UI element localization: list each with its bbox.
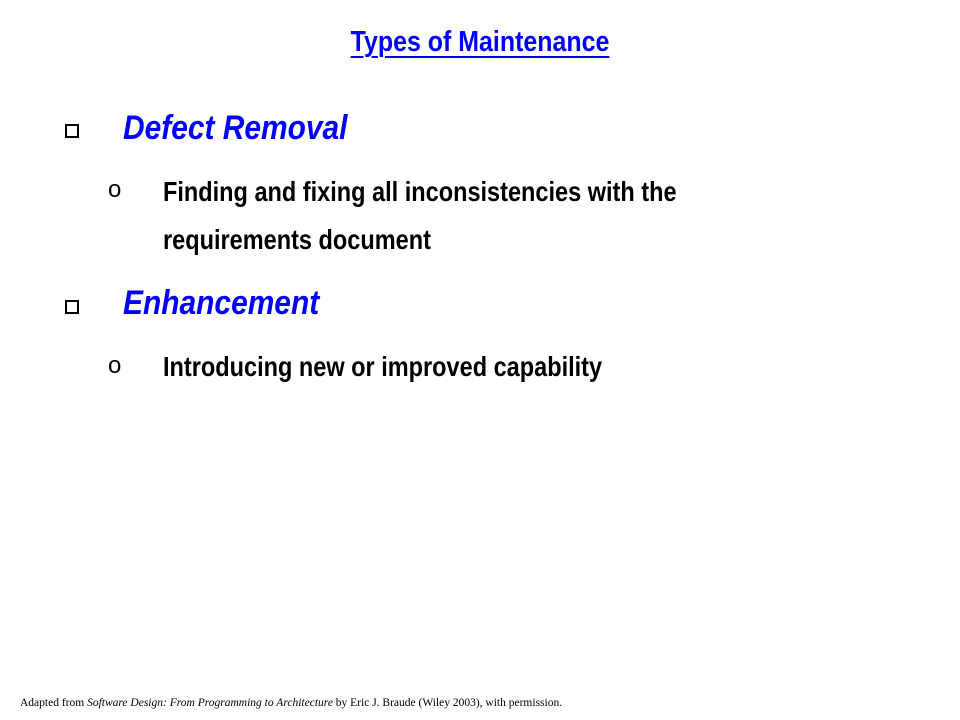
sub-item-text-line: Introducing new or improved capability — [163, 351, 603, 382]
heading-enhancement: Enhancement — [123, 284, 320, 322]
footer-suffix: by Eric J. Braude (Wiley 2003), with permission. — [332, 697, 563, 709]
slide-title: Types of Maintenance — [350, 26, 610, 58]
sub-bullet-marker: o — [108, 352, 122, 379]
attribution-footer — [20, 697, 562, 709]
footer-prefix: Adapted from — [20, 697, 88, 709]
sub-item-text-line: Finding and fixing all inconsistencies with the — [163, 176, 677, 207]
sub-item-text-line: requirements document — [163, 224, 431, 255]
heading-defect-removal: Defect Removal — [123, 109, 348, 147]
sub-bullet-marker: o — [108, 176, 122, 203]
square-bullet-icon — [65, 124, 79, 138]
square-bullet-icon — [65, 300, 79, 314]
footer-book-title: Software Design: From Programming to Architecture — [87, 697, 333, 709]
